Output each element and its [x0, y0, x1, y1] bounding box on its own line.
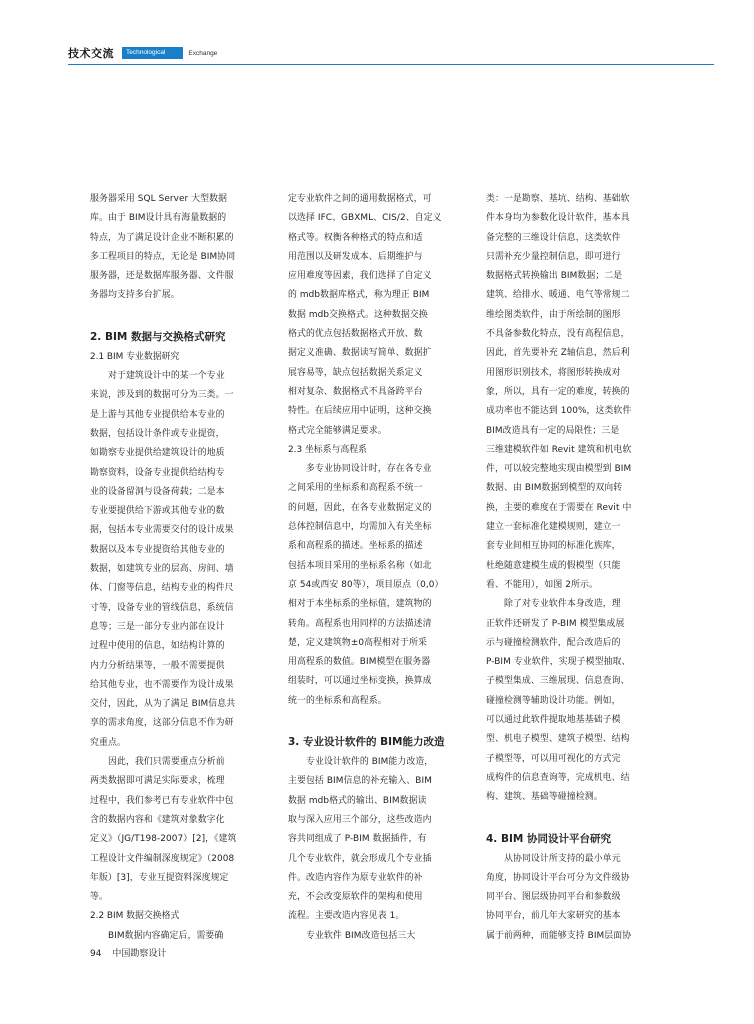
text-line: 只需补充少量控制信息，即可进行 [486, 251, 621, 262]
text-line: 件本身均为参数化设计软件，基本具 [486, 213, 630, 224]
paragraph-first-line: 多专业协同设计时，存在各专业 [306, 464, 432, 475]
text-line: 楚，定义建筑物±0高程相对于所采 [288, 637, 427, 648]
text-line: 服务器，还是数据库服务器、文件服 [90, 271, 234, 282]
text-line: 服务器采用 SQL Server 大型数据 [90, 194, 228, 204]
text-line: 数据、由 BIM数据到模型的双向转 [486, 483, 623, 494]
text-line: 如勘察专业提供给建筑设计的地质 [90, 448, 225, 459]
section-heading: 2. BIM 数据与交换格式研究 [90, 330, 226, 343]
text-line: 数据以及本专业提资给其他专业的 [90, 544, 225, 555]
text-line: 看、不能用），如图 2所示。 [486, 579, 598, 590]
text-line: 充，不会改变原软件的架构和使用 [288, 892, 423, 903]
paragraph-first-line: BIM数据内容确定后，需要确 [108, 930, 224, 941]
text-line: 成功率也不能达到 100%，这类软件 [486, 406, 632, 417]
text-line: 碰撞检测等辅助设计功能。例如， [486, 695, 621, 706]
text-line: 用图形识别技术，将图形转换成对 [486, 367, 621, 378]
text-line: 息等；三是一部分专业内部在设计 [90, 621, 225, 632]
text-line: 数据 mdb交换格式。这种数据交换 [288, 309, 428, 320]
text-column-1 [90, 190, 280, 946]
text-line: 寸等，设备专业的管线信息，系统信 [90, 602, 234, 613]
paragraph-gap [288, 711, 478, 731]
text-line: 不具备参数化特点，没有高程信息， [486, 329, 630, 340]
text-line: 数据格式转换输出 BIM数据；二是 [486, 271, 623, 282]
text-line: 两类数据即可满足实际要求，梳理 [90, 776, 225, 787]
text-line: 换，主要的难度在于需要在 Revit 中 [486, 502, 632, 513]
text-line: 库。由于 BIM设计具有海量数据的 [90, 213, 227, 224]
text-line: 转角。高程系也用同样的方法描述清 [288, 618, 432, 629]
text-line: 据，包括本专业需要交付的设计成果 [90, 525, 234, 536]
journal-name: 中国勘察设计 [112, 949, 167, 959]
text-line: 以选择 IFC、GBXML、CIS/2、自定义 [288, 213, 442, 224]
paragraph-first-line: 因此，我们只需要重点分析前 [108, 757, 225, 768]
text-line: 等。 [90, 892, 108, 903]
text-line: 享的需求角度，这部分信息不作为研 [90, 718, 234, 729]
text-line: 成构件的信息查询等，完成机电、结 [486, 772, 630, 783]
text-line: 相对复杂、数据格式不具备跨平台 [288, 386, 423, 397]
text-line: 相对于本坐标系的坐标值，建筑物的 [288, 599, 432, 610]
text-line: 过程中使用的信息，如结构计算的 [90, 641, 225, 652]
text-line: 套专业间相互协同的标准化族库， [486, 541, 621, 552]
text-line: 特点，为了满足设计企业不断积累的 [90, 232, 234, 243]
text-line: 建立一套标准化建模规则，建立一 [486, 522, 621, 533]
text-line: 定专业软件之间的通用数据格式，可 [288, 194, 432, 204]
text-line: 来说，涉及到的数据可分为三类。一 [90, 390, 234, 401]
text-line: BIM改造具有一定的局限性；三是 [486, 425, 620, 436]
text-line: P-BIM 专业软件，实现子模型抽取、 [486, 657, 631, 668]
text-line: 特性。在后续应用中证明，这种交换 [288, 406, 432, 417]
subsection-heading: 2.2 BIM 数据交换格式 [90, 911, 180, 922]
text-line: 角度，协同设计平台可分为文件级协 [486, 872, 630, 883]
text-line: 展容易等，缺点包括数据关系定义 [288, 367, 423, 378]
paragraph-first-line: 从协同设计所支持的最小单元 [504, 853, 621, 864]
text-line: 型、机电子模型、建筑子模型、结构 [486, 734, 630, 745]
text-line: 数据，如建筑专业的层高、房间、墙 [90, 564, 234, 575]
paragraph-first-line: 专业软件 BIM改造包括三大 [306, 930, 416, 941]
text-column-3 [486, 190, 676, 946]
paragraph-gap [90, 306, 280, 326]
text-line: 杜绝随意建模生成的假模型（只能 [486, 560, 621, 571]
section-tag-en2: Exchange [188, 49, 218, 57]
text-line: 件，可以较完整地实现由模型到 BIM [486, 464, 632, 475]
section-tag-en: Technological [122, 47, 183, 59]
text-line: 取与深入应用三个部分，这些改造内 [288, 814, 432, 825]
text-line: 因此，首先要补充 Z轴信息，然后利 [486, 348, 630, 359]
text-line: 件。改造内容作为原专业软件的补 [288, 872, 423, 883]
text-line: 的 mdb数据库格式，称为理正 BIM [288, 290, 430, 301]
text-line: 含的数据内容和《建筑对象数字化 [90, 814, 225, 825]
text-line: 三维建模软件如 Revit 建筑和机电软 [486, 444, 632, 455]
text-line: 业的设备留洞与设备荷载；二是本 [90, 486, 225, 497]
text-line: 可以通过此软件提取地基基础子模 [486, 715, 621, 726]
text-line: 子模型等，可以用可视化的方式完 [486, 753, 621, 764]
text-line: 系和高程系的描述。坐标系的描述 [288, 541, 423, 552]
text-line: 几个专业软件，就会形成几个专业插 [288, 853, 432, 864]
text-line: 是上游与其他专业提供给本专业的 [90, 409, 225, 420]
text-line: 示与碰撞检测软件，配合改造后的 [486, 637, 621, 648]
text-line: 格式完全能够满足要求。 [288, 425, 387, 436]
text-line: 年版）[3]，专业互提资料深度规定 [90, 872, 229, 883]
text-line: 数据，包括设计条件或专业提资， [90, 428, 225, 439]
text-line: 格式等。权衡各种格式的特点和适 [288, 232, 423, 243]
text-line: 流程。主要改造内容见表 1。 [288, 911, 405, 922]
page-number: 94 [90, 949, 102, 959]
section-heading: 4. BIM 协同设计平台研究 [486, 832, 611, 845]
text-line: 子模型集成、三维展现、信息查询、 [486, 676, 630, 687]
page-header [68, 44, 217, 62]
text-line: 给其他专业，也不需要作为设计成果 [90, 679, 234, 690]
text-line: 包括本项目采用的坐标系名称（如北 [288, 560, 432, 571]
text-line: 勘察资料，设备专业提供给结构专 [90, 467, 225, 478]
section-title: 技术交流 [68, 47, 114, 60]
text-line: 属于前两种，而能够支持 BIM层面协 [486, 930, 632, 941]
text-line: 之间采用的坐标系和高程系不统一 [288, 483, 423, 494]
paragraph-first-line: 对于建筑设计中的某一个专业 [108, 371, 225, 382]
text-line: 专业要提供给下游或其他专业的数 [90, 506, 225, 517]
text-line: 类：一是勘察、基坑、结构、基础软 [486, 194, 630, 204]
text-line: 数据 mdb格式的输出、BIM数据读 [288, 795, 427, 806]
section-heading: 3. 专业设计软件的 BIM能力改造 [288, 736, 445, 749]
text-line: 构、建筑、基础等碰撞检测。 [486, 792, 603, 803]
text-line: 建筑、给排水、暖通、电气等常规二 [486, 290, 630, 301]
text-line: 维绘图类软件，由于所绘制的图形 [486, 309, 621, 320]
subsection-heading: 2.3 坐标系与高程系 [288, 444, 368, 455]
text-line: 主要包括 BIM信息的补充输入、BIM [288, 776, 432, 787]
text-line: 组装时，可以通过坐标变换，换算成 [288, 676, 432, 687]
text-line: 究重点。 [90, 737, 126, 748]
text-line: 务器均支持多台扩展。 [90, 290, 180, 301]
text-line: 体、门窗等信息，结构专业的构件尺 [90, 583, 234, 594]
text-line: 格式的优点包括数据格式开放、数 [288, 329, 423, 340]
page-footer [90, 946, 166, 959]
text-line: 总体控制信息中，均需加入有关坐标 [288, 522, 432, 533]
text-line: 统一的坐标系和高程系。 [288, 695, 387, 706]
text-line: 象，所以，具有一定的难度，转换的 [486, 386, 630, 397]
text-line: 过程中，我们参考已有专业软件中包 [90, 795, 234, 806]
text-line: 备完整的三维设计信息，这类软件 [486, 232, 621, 243]
text-line: 同平台、图层级协同平台和参数级 [486, 892, 621, 903]
text-line: 定义》（JG/T198-2007）[2]，《建筑 [90, 834, 237, 845]
subsection-heading: 2.1 BIM 专业数据研究 [90, 351, 180, 362]
text-line: 交付，因此，从为了满足 BIM信息共 [90, 699, 236, 710]
text-line: 的问题，因此，在各专业数据定义的 [288, 502, 432, 513]
paragraph-gap [486, 808, 676, 828]
text-line: 正软件还研发了 P-BIM 模型集成展 [486, 618, 625, 629]
text-line: 用范围以及研发成本、后期维护与 [288, 251, 423, 262]
text-line: 应用难度等因素，我们选择了自定义 [288, 271, 432, 282]
text-line: 内力分析结果等，一般不需要提供 [90, 660, 225, 671]
text-line: 容共同组成了 P-BIM 数据插件，有 [288, 834, 427, 845]
text-column-2 [288, 190, 478, 946]
text-line: 多工程项目的特点，无论是 BIM协同 [90, 251, 236, 262]
paragraph-first-line: 除了对专业软件本身改造，理 [504, 599, 621, 610]
text-line: 协同平台，前几年大家研究的基本 [486, 911, 621, 922]
header-divider [68, 64, 714, 65]
text-line: 京 54或西安 80等），项目原点（0,0） [288, 579, 444, 590]
paragraph-first-line: 专业设计软件的 BIM能力改造， [306, 757, 434, 768]
text-line: 据定义准确、数据读写简单、数据扩 [288, 348, 432, 359]
text-line: 用高程系的数值。BIM模型在服务器 [288, 657, 431, 668]
text-line: 工程设计文件编制深度规定》（2008 [90, 853, 235, 864]
